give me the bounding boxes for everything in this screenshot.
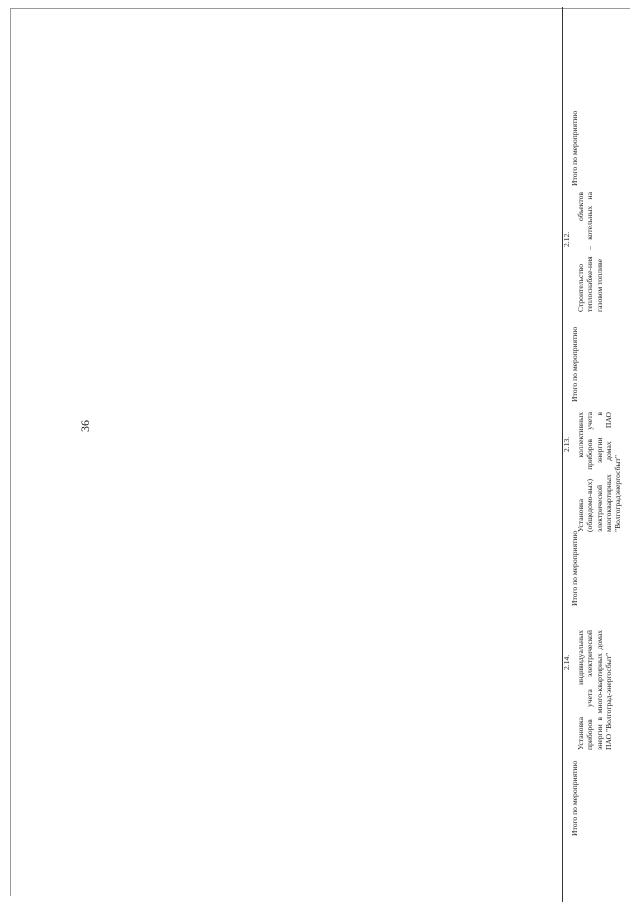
scan-edge-line: [10, 8, 11, 896]
rotated-table: [548, 7, 640, 902]
measure-name: Установка индивидуальных приборов учета электрической энергии в много-квартирных домах ПАО "Волгоград-энергосбыт": [576, 630, 613, 750]
row-divider: [562, 7, 563, 902]
measure-name: Установка коллективных (общедомо-вых) приборов учета электрической энергии в многоквартирных домах ПАО "Волгоградэнергосбыт": [576, 412, 623, 532]
row-number: 2.14.: [562, 654, 571, 670]
total-label: Итого по мероприятию: [570, 530, 579, 606]
measure-name: Строительство объектов теплоснабже-ния – котельных на газовом топливе: [576, 192, 604, 312]
total-label: Итого по мероприятию: [570, 760, 579, 836]
scan-edge-line: [10, 8, 630, 9]
row-number: 2.13.: [562, 436, 571, 452]
total-label: Итого по мероприятию: [570, 110, 579, 186]
page-number: 36: [78, 420, 92, 432]
row-number: 2.12.: [562, 231, 571, 247]
total-label: Итого по мероприятию: [570, 326, 579, 402]
